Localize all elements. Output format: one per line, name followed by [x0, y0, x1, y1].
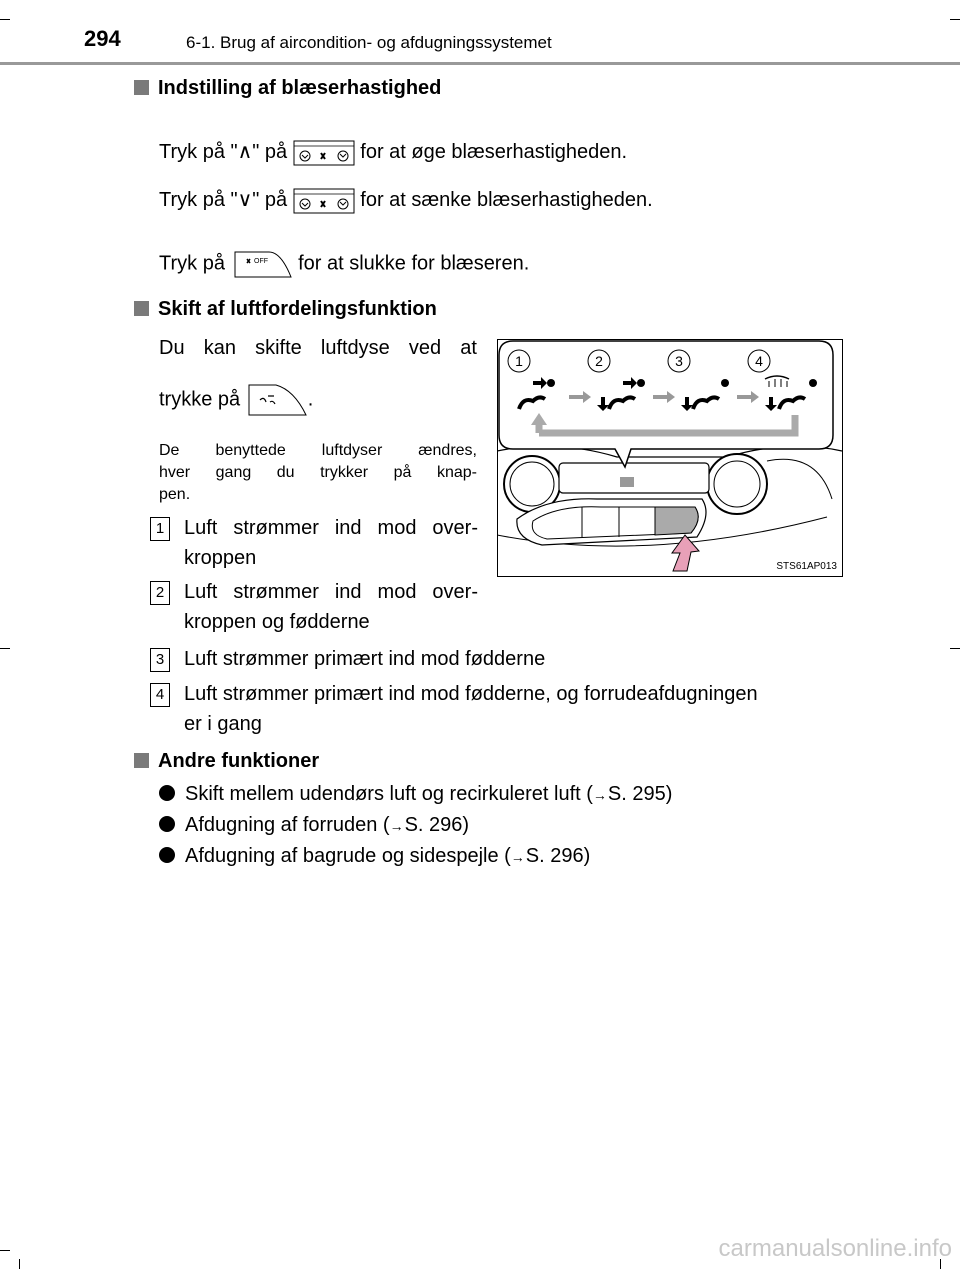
watermark: carmanualsonline.info	[718, 1235, 952, 1262]
text: Afdugning af forruden (	[185, 814, 390, 836]
arrow-right-icon: →	[389, 818, 404, 834]
crop-mark	[950, 19, 960, 20]
bullet-icon	[159, 785, 175, 801]
air-distribution-illustration	[497, 339, 843, 577]
page-reference-link[interactable]: S. 295	[607, 783, 666, 805]
text: " på	[252, 141, 288, 163]
list-item	[184, 517, 478, 570]
text: Tryk på "	[159, 189, 238, 211]
header-rule	[0, 62, 960, 65]
note-text	[159, 440, 477, 506]
text: trykke på	[159, 388, 241, 411]
list-item: Luft strømmer primært ind mod fødderne	[184, 648, 546, 670]
text: for at øge blæserhastigheden.	[360, 141, 628, 163]
text: )	[665, 783, 673, 805]
intro-line-1: Du kan skifte luftdyse ved at	[159, 337, 477, 359]
crop-mark	[0, 648, 10, 649]
item-line: Luft strømmer ind mod over-	[184, 581, 478, 603]
callout-1: 1	[515, 353, 523, 369]
illustration-code: STS61AP013	[776, 561, 837, 572]
item-line: Luft strømmer ind mod over-	[184, 517, 478, 539]
section-heading-air-distribution	[134, 298, 437, 321]
item-line: kroppen og fødderne	[184, 611, 370, 633]
item-number: 1	[150, 517, 170, 541]
item-number: 3	[150, 648, 170, 672]
mode-button-icon	[246, 382, 308, 418]
bullet-icon	[159, 847, 175, 863]
text: Tryk på "	[159, 141, 238, 163]
callout-4: 4	[755, 353, 763, 369]
note-line: hver gang du trykker på knap-	[159, 464, 477, 481]
list-item-recirculation	[159, 783, 672, 806]
text: for at sænke blæserhastigheden.	[360, 189, 653, 211]
square-bullet-icon	[134, 80, 149, 95]
page-number: 294	[84, 26, 121, 51]
text: Afdugning af bagrude og sidespejle (	[185, 845, 511, 867]
text: " på	[252, 189, 288, 211]
item-number: 4	[150, 683, 170, 707]
fan-speed-button-icon	[293, 188, 355, 214]
bullet-icon	[159, 816, 175, 832]
instruction-decrease	[159, 187, 653, 214]
square-bullet-icon	[134, 753, 149, 768]
section-heading-fan-speed	[134, 77, 441, 100]
fan-off-button-icon	[231, 249, 293, 279]
item-line: kroppen	[184, 547, 257, 569]
list-item-rear-window	[159, 845, 590, 868]
arrow-right-icon: →	[592, 787, 607, 803]
up-symbol: ∧	[237, 141, 253, 163]
text: Tryk på	[159, 252, 225, 275]
text: Skift mellem udendørs luft og recirkuleret luft (	[185, 783, 593, 805]
intro-line-2	[159, 382, 313, 418]
text: )	[462, 814, 470, 836]
instruction-off	[159, 249, 529, 279]
arrow-right-icon: →	[510, 849, 525, 865]
crop-mark	[950, 648, 960, 649]
section-heading-text: Andre funktioner	[158, 750, 320, 772]
item-line: er i gang	[184, 713, 262, 735]
text: .	[307, 388, 314, 411]
text: for at slukke for blæseren.	[298, 252, 530, 275]
list-item-windshield	[159, 814, 469, 837]
note-line: De benyttede luftdyser ændres,	[159, 442, 477, 459]
list-item	[184, 581, 478, 634]
square-bullet-icon	[134, 301, 149, 316]
callout-3: 3	[675, 353, 683, 369]
off-label: OFF	[253, 258, 268, 265]
list-item	[184, 683, 844, 736]
item-number: 2	[150, 581, 170, 605]
section-heading-other-functions	[134, 750, 319, 773]
crop-mark	[0, 19, 10, 20]
page-reference-link[interactable]: S. 296	[525, 845, 584, 867]
chapter-title: 6-1. Brug af aircondition- og afdugningssystemet	[186, 33, 552, 52]
down-symbol: ∨	[237, 189, 253, 211]
fan-speed-button-icon	[293, 140, 355, 166]
crop-mark	[19, 1259, 20, 1269]
crop-mark	[0, 1250, 10, 1251]
item-line: Luft strømmer primært ind mod fødderne, og forrudeafdugningen	[184, 683, 758, 705]
instruction-increase	[159, 139, 627, 166]
section-heading-text: Skift af luftfordelingsfunktion	[158, 298, 437, 320]
note-line: pen.	[159, 486, 191, 503]
callout-2: 2	[595, 353, 603, 369]
page-reference-link[interactable]: S. 296	[404, 814, 463, 836]
text: )	[583, 845, 591, 867]
section-heading-text: Indstilling af blæserhastighed	[158, 77, 442, 99]
